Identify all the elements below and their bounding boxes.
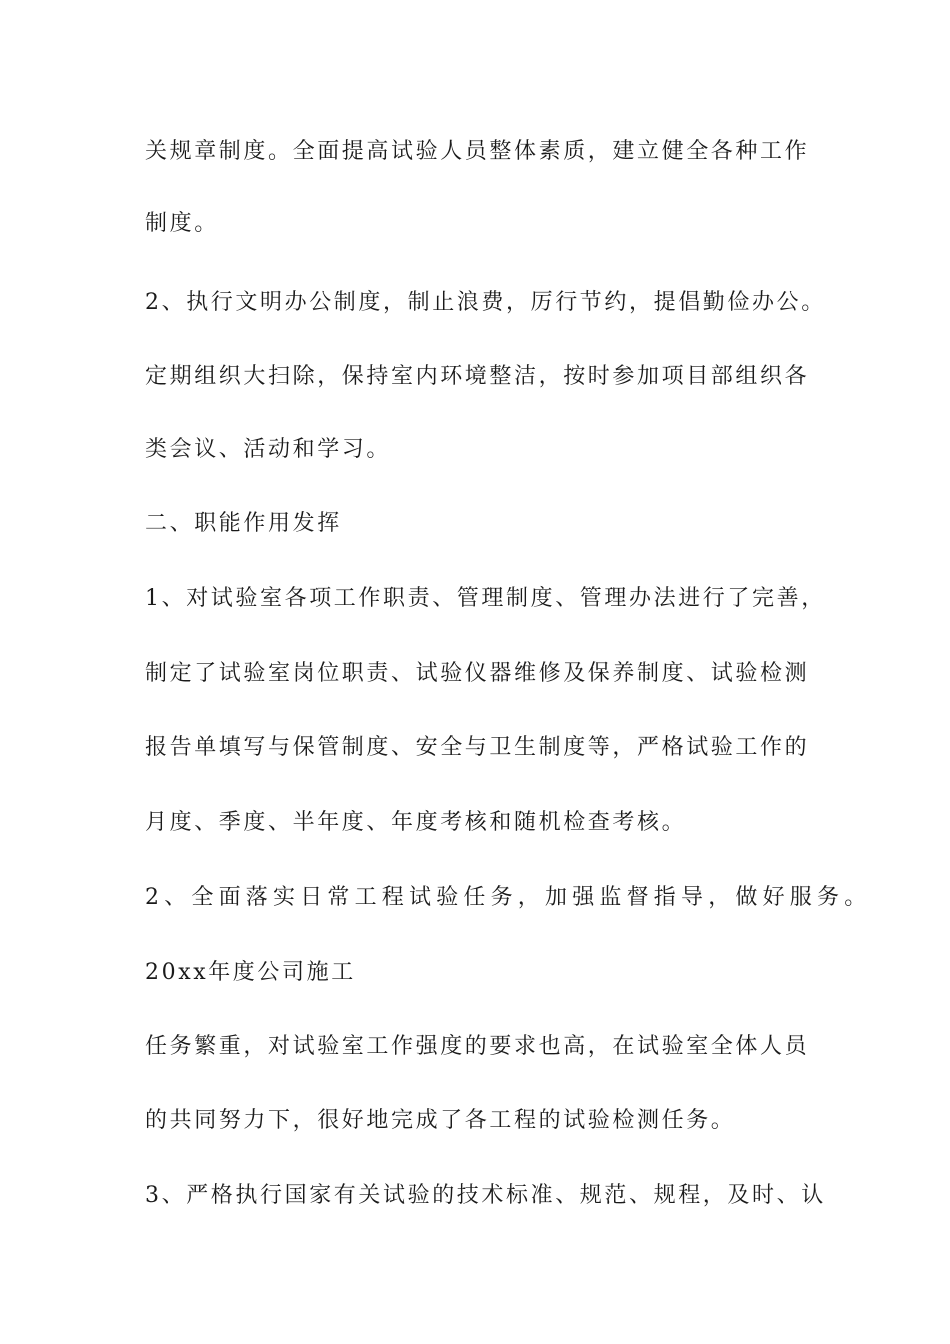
paragraph-line: 3、严格执行国家有关试验的技术标准、规范、规程，及时、认 (145, 1183, 826, 1208)
paragraph-line: 2、执行文明办公制度，制止浪费，厉行节约，提倡勤俭办公。 (145, 290, 826, 315)
paragraph-line: 制度。 (145, 211, 219, 236)
paragraph-line: 任务繁重，对试验室工作强度的要求也高，在试验室全体人员 (145, 1034, 810, 1059)
paragraph-line: 报告单填写与保管制度、安全与卫生制度等，严格试验工作的 (145, 735, 810, 760)
paragraph-line: 制定了试验室岗位职责、试验仪器维修及保养制度、试验检测 (145, 661, 810, 686)
paragraph-line: 类会议、活动和学习。 (145, 437, 392, 462)
paragraph-line: 月度、季度、半年度、年度考核和随机检查考核。 (145, 810, 687, 835)
section-heading: 二、职能作用发挥 (145, 511, 342, 536)
paragraph-line: 2、全面落实日常工程试验任务，加强监督指导，做好服务。 (145, 885, 872, 910)
paragraph-line: 的共同努力下，很好地完成了各工程的试验检测任务。 (145, 1108, 736, 1133)
paragraph-line: 1、对试验室各项工作职责、管理制度、管理办法进行了完善， (145, 586, 826, 611)
paragraph-line: 20xx年度公司施工 (145, 960, 356, 985)
paragraph-line: 定期组织大扫除，保持室内环境整洁，按时参加项目部组织各 (145, 364, 810, 389)
paragraph-line: 关规章制度。全面提高试验人员整体素质，建立健全各种工作 (145, 139, 810, 164)
